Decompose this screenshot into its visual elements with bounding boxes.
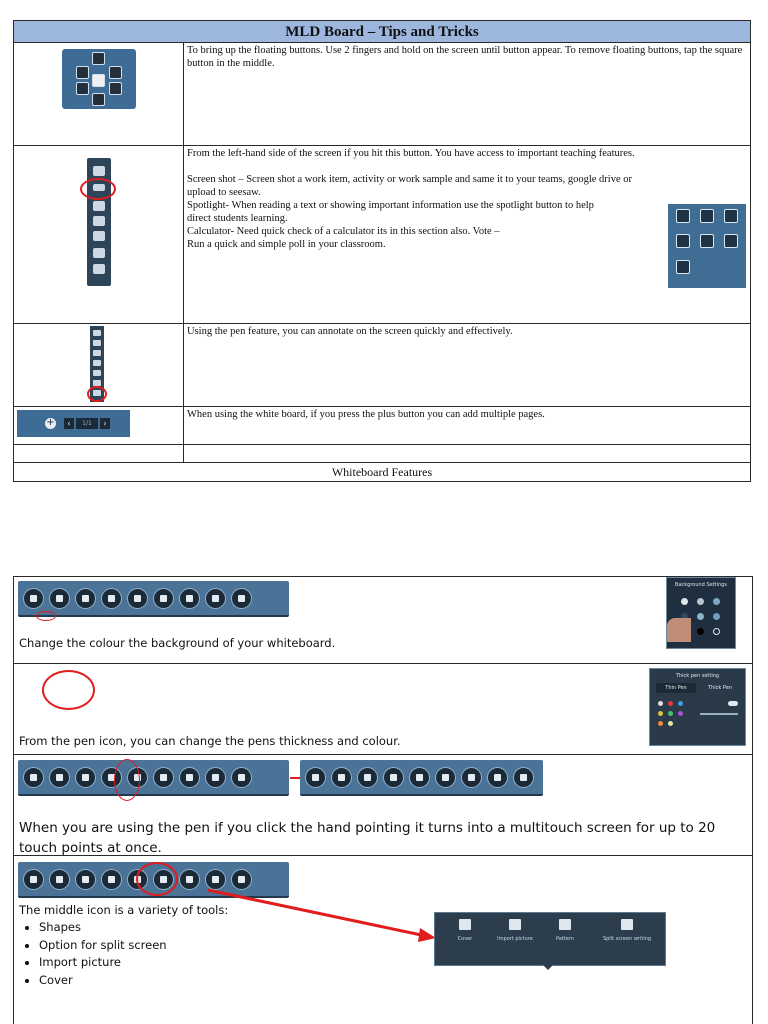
table-row bbox=[14, 856, 752, 1024]
brush-icon bbox=[357, 767, 378, 788]
background-colour-text: Change the colour the background of your whiteboard. bbox=[19, 636, 336, 650]
redo-icon bbox=[205, 767, 226, 788]
spotlight-text: Spotlight- When reading a text or showing important information use the spotlight button to help direct students learning. bbox=[187, 200, 594, 224]
undo-icon bbox=[76, 82, 89, 95]
list-item: • Shapes bbox=[39, 919, 167, 937]
calculator-icon bbox=[724, 209, 738, 223]
list-item: • Import picture bbox=[39, 954, 167, 972]
rectangle-icon bbox=[93, 201, 105, 211]
brush-icon bbox=[75, 588, 96, 609]
undo-icon bbox=[461, 767, 482, 788]
side-toolbar-image bbox=[14, 146, 184, 323]
hand-pointer-icon bbox=[101, 869, 122, 890]
redo-icon bbox=[487, 767, 508, 788]
pattern-icon bbox=[559, 919, 571, 930]
cover-tool bbox=[445, 919, 485, 942]
color-swatch bbox=[658, 721, 663, 726]
pattern-tool bbox=[545, 919, 585, 942]
rectangle-icon bbox=[93, 340, 101, 346]
table-row bbox=[14, 664, 752, 755]
color-swatch bbox=[678, 701, 683, 706]
table-footer-row bbox=[14, 463, 750, 481]
multi-window-icon bbox=[153, 588, 174, 609]
pen-feature-image bbox=[14, 324, 184, 406]
color-swatch bbox=[658, 711, 663, 716]
pen-icon bbox=[92, 93, 105, 106]
undo-icon bbox=[93, 248, 105, 258]
lock-icon bbox=[700, 234, 714, 248]
plus-icon: + bbox=[46, 417, 55, 428]
vote-icon bbox=[724, 234, 738, 248]
table-row bbox=[14, 146, 750, 324]
whiteboard-features-label: Whiteboard Features bbox=[331, 465, 433, 479]
whiteboard-features-table bbox=[13, 576, 753, 1024]
page-indicator: 1/1 bbox=[76, 418, 98, 429]
window-icon bbox=[93, 350, 101, 356]
undo-icon bbox=[179, 767, 200, 788]
color-swatch bbox=[697, 613, 704, 620]
row-text-cell bbox=[184, 324, 750, 406]
multitouch-hand-icon bbox=[383, 767, 404, 788]
timer-icon bbox=[676, 260, 690, 274]
gear-icon bbox=[93, 330, 101, 336]
tips-table bbox=[13, 20, 751, 482]
table-title: MLD Board – Tips and Tricks bbox=[14, 21, 750, 43]
color-swatch bbox=[668, 711, 673, 716]
tools-icon bbox=[109, 66, 122, 79]
add-color-icon bbox=[713, 628, 720, 635]
teaching-features-intro: From the left-hand side of the screen if you hit this button. You have access to important teaching features. bbox=[187, 148, 635, 159]
background-settings-title: Background Settings bbox=[675, 582, 727, 588]
highlight-circle bbox=[114, 759, 140, 801]
whiteboard-toolbar bbox=[18, 581, 289, 617]
home-icon bbox=[93, 231, 105, 241]
list-item: • Cover bbox=[39, 972, 167, 990]
table-row bbox=[14, 577, 752, 664]
import-picture-label: Import picture bbox=[497, 936, 533, 942]
pen-icon bbox=[49, 869, 70, 890]
cover-label: Cover bbox=[457, 936, 473, 942]
tools-list bbox=[19, 919, 167, 989]
bucket-icon bbox=[23, 588, 44, 609]
redo-icon bbox=[205, 588, 226, 609]
vote-text: Run a quick and simple poll in your classroom. bbox=[187, 239, 386, 250]
table-row bbox=[14, 43, 750, 146]
next-page-icon: › bbox=[100, 418, 110, 429]
split-screen-icon bbox=[621, 919, 633, 930]
row-text-cell bbox=[184, 407, 750, 444]
color-swatch bbox=[697, 598, 704, 605]
pen-settings-title: Thick pen setting bbox=[675, 673, 720, 679]
gear-icon bbox=[92, 52, 105, 65]
highlight-circle bbox=[80, 178, 116, 200]
popup-pointer bbox=[543, 965, 553, 970]
pattern-label: Pattern bbox=[556, 936, 574, 942]
floating-buttons-text: To bring up the floating buttons. Use 2 fingers and hold on the screen until button appear. To remove floating buttons, tap the square button in the middle. bbox=[187, 45, 743, 69]
import-picture-tool bbox=[495, 919, 535, 942]
exit-icon bbox=[109, 82, 122, 95]
trash-icon bbox=[231, 767, 252, 788]
tools-intro: The middle icon is a variety of tools: bbox=[19, 903, 229, 917]
table-row bbox=[14, 445, 750, 463]
bucket-icon bbox=[305, 767, 326, 788]
bucket-icon bbox=[23, 767, 44, 788]
table-row bbox=[14, 755, 752, 856]
color-swatch bbox=[713, 598, 720, 605]
split-screen-tool bbox=[597, 919, 657, 942]
multitouch-toolbar bbox=[300, 760, 543, 796]
color-swatch bbox=[668, 721, 673, 726]
brush-icon bbox=[75, 767, 96, 788]
floating-buttons-pad bbox=[62, 49, 136, 109]
list-item: • Option for split screen bbox=[39, 937, 167, 955]
calculator-text: Calculator- Need quick check of a calculator its in this section also. Vote – bbox=[187, 226, 500, 237]
pen-settings-text: From the pen icon, you can change the pens thickness and colour. bbox=[19, 734, 401, 748]
connector-line bbox=[290, 777, 300, 779]
multi-window-icon bbox=[153, 767, 174, 788]
hand-pointer-icon bbox=[101, 588, 122, 609]
home-icon bbox=[93, 370, 101, 376]
trash-icon bbox=[231, 588, 252, 609]
spotlight-icon bbox=[700, 209, 714, 223]
square-center-icon bbox=[92, 74, 105, 87]
table-row bbox=[14, 407, 750, 445]
multitouch-text: When you are using the pen if you click the hand pointing it turns into a multitouch screen for up to 20 touch points at once. bbox=[19, 820, 716, 856]
grid-tools-icon bbox=[409, 767, 430, 788]
color-swatch bbox=[678, 711, 683, 716]
color-swatch bbox=[681, 598, 688, 605]
brush-icon bbox=[75, 869, 96, 890]
background-settings-thumbnail bbox=[666, 577, 736, 649]
highlight-circle bbox=[36, 611, 56, 621]
page-controls-bar bbox=[17, 410, 130, 437]
picture-icon bbox=[509, 919, 521, 930]
pen-icon bbox=[331, 767, 352, 788]
split-screen-label: Split screen writing bbox=[602, 936, 652, 942]
gear-icon bbox=[93, 166, 105, 176]
tools-popup bbox=[434, 912, 666, 966]
undo-icon bbox=[179, 588, 200, 609]
floating-buttons-image bbox=[14, 43, 184, 145]
screenshot-text: Screen shot – Screen shot a work item, activity or work sample and same it to your teams, google drive or upload to seesaw. bbox=[187, 174, 632, 198]
thin-pen-tab: Thin Pen bbox=[656, 683, 696, 693]
cover-icon bbox=[459, 919, 471, 930]
pen-settings-thumbnail bbox=[649, 668, 746, 746]
page-controls-image bbox=[14, 407, 184, 444]
countdown-icon bbox=[676, 234, 690, 248]
prev-page-icon: ‹ bbox=[64, 418, 74, 429]
multi-window-icon bbox=[435, 767, 456, 788]
pen-icon bbox=[93, 264, 105, 274]
pen-icon bbox=[49, 588, 70, 609]
whiteboard-pages-text: When using the white board, if you press the plus button you can add multiple pages. bbox=[187, 409, 545, 420]
trash-icon bbox=[513, 767, 534, 788]
table-row bbox=[14, 324, 750, 407]
color-swatch bbox=[697, 628, 704, 635]
bucket-icon bbox=[23, 869, 44, 890]
thick-pen-tab: Thick Pen bbox=[708, 685, 732, 691]
row-text-cell bbox=[184, 146, 750, 323]
highlight-circle bbox=[87, 386, 107, 402]
color-swatch bbox=[658, 701, 663, 706]
whiteboard-toolbar bbox=[18, 760, 289, 796]
home-icon bbox=[76, 66, 89, 79]
empty-cell bbox=[14, 445, 184, 462]
pen-feature-text: Using the pen feature, you can annotate on the screen quickly and effectively. bbox=[187, 326, 513, 337]
row-text-cell bbox=[184, 43, 750, 145]
chat-icon bbox=[93, 360, 101, 366]
hand-image bbox=[667, 618, 691, 642]
pen-icon bbox=[49, 767, 70, 788]
color-swatch bbox=[668, 701, 673, 706]
color-swatch bbox=[713, 613, 720, 620]
highlight-circle bbox=[42, 670, 95, 710]
toggle-switch bbox=[728, 701, 738, 706]
grid-tools-icon bbox=[127, 588, 148, 609]
window-icon bbox=[93, 216, 105, 226]
teaching-tools-panel bbox=[668, 204, 746, 288]
screenshot-icon bbox=[676, 209, 690, 223]
empty-cell bbox=[184, 445, 750, 462]
thickness-slider bbox=[700, 713, 738, 715]
